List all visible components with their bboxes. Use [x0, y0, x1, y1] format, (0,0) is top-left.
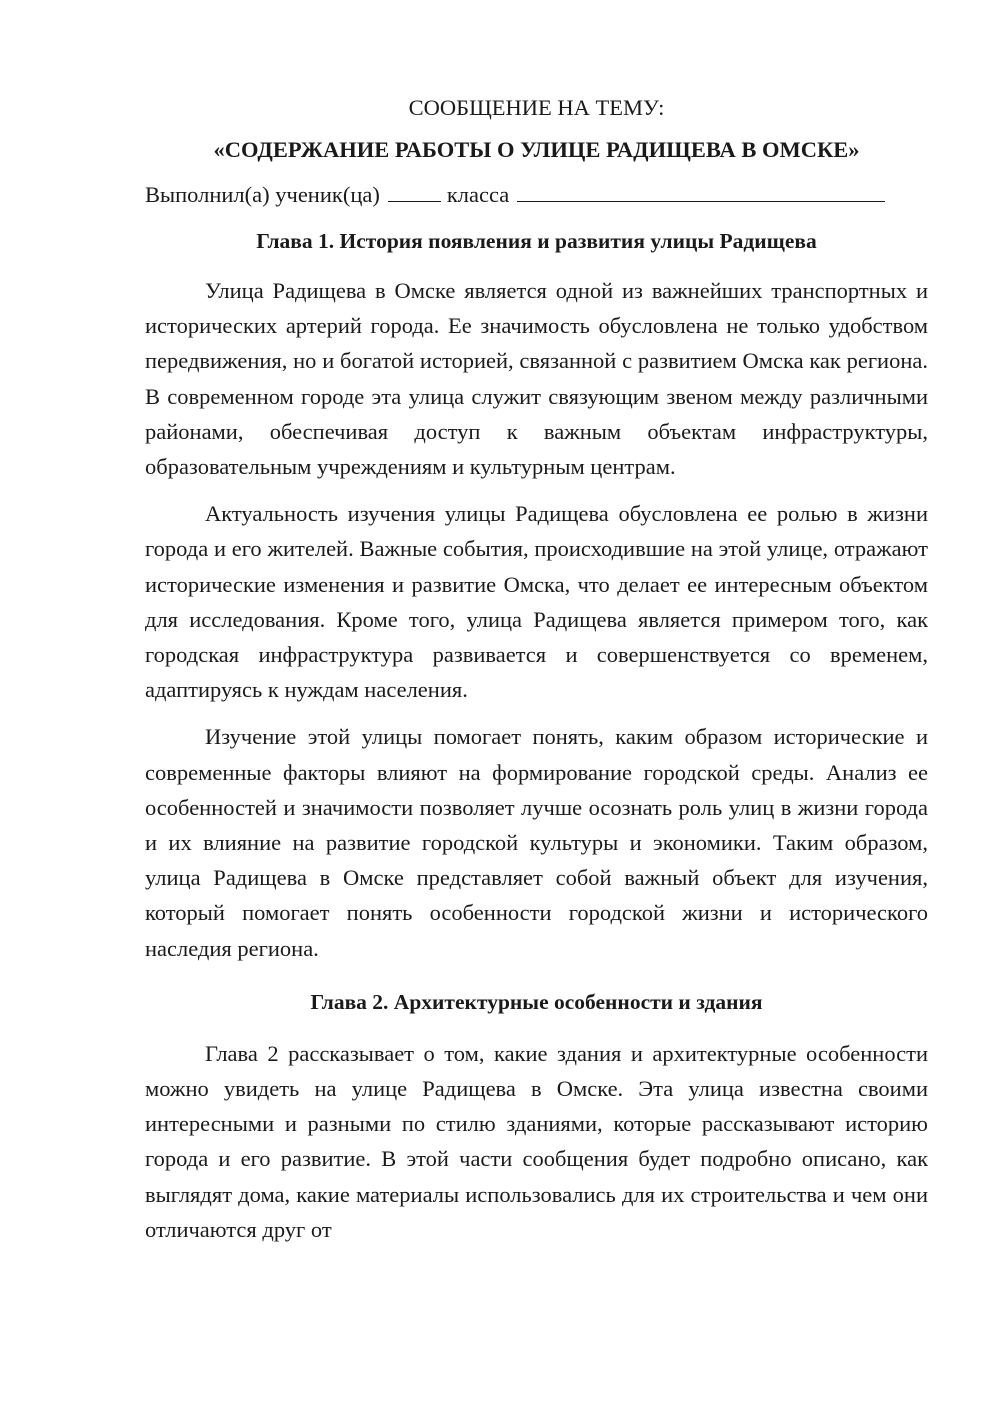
chapter-1-paragraph-1: Улица Радищева в Омске является одной из важнейших транспортных и исторических артерий города. Ее значимость обусловлена не только удобством передвижения, но и богатой историей, связанной с развитием Омска как региона. В современном городе эта улица служит связующим звеном между различными районами, обеспечивая доступ к важным объектам инфраструктуры, образовательным учреждениям и культурным центрам.	[145, 278, 928, 480]
document-title: «СОДЕРЖАНИЕ РАБОТЫ О УЛИЦЕ РАДИЩЕВА В ОМСКЕ»	[213, 137, 860, 162]
chapter-1-paragraph-3: Изучение этой улицы помогает понять, каким образом исторические и современные факторы влияют на формирование городской среды. Анализ ее особенностей и значимости позволяет лучше осознать роль улиц в жизни города и их влияние на развитие городской культуры и экономики. Таким образом, улица Радищева в Омске представляет собой важный объект для изучения, который помогает понять особенности городской жизни и исторического наследия региона.	[145, 724, 928, 961]
author-line	[145, 179, 928, 211]
chapter-1-title: Глава 1. История появления и развития улицы Радищева	[256, 229, 817, 253]
class-number-blank	[388, 179, 441, 202]
performed-by-label: Выполнил(а) ученик(ца)	[145, 182, 380, 207]
document-heading: СООБЩЕНИЕ НА ТЕМУ:	[408, 95, 665, 120]
class-label: класса	[446, 182, 510, 207]
chapter-2-paragraph-1: Глава 2 рассказывает о том, какие здания и архитектурные особенности можно увидеть на улице Радищева в Омске. Эта улица известна своими интересными и разными по стилю зданиями, которые рассказывают историю города и его развитие. В этой части сообщения будет подробно описано, как выглядят дома, какие материалы использовались для их строительства и чем они отличаются друг от	[145, 1040, 928, 1242]
chapter-2-title: Глава 2. Архитектурные особенности и здания	[310, 989, 763, 1014]
student-name-blank	[517, 179, 885, 202]
chapter-1-paragraph-2: Актуальность изучения улицы Радищева обусловлена ее ролью в жизни города и его жителей. Важные события, происходившие на этой улице, отражают исторические изменения и развитие Омска, что делает ее интересным объектом для исследования. Кроме того, улица Радищева является примером того, как городская инфраструктура развивается и совершенствуется со временем, адаптируясь к нуждам населения.	[145, 501, 928, 703]
document-page	[145, 92, 928, 1259]
